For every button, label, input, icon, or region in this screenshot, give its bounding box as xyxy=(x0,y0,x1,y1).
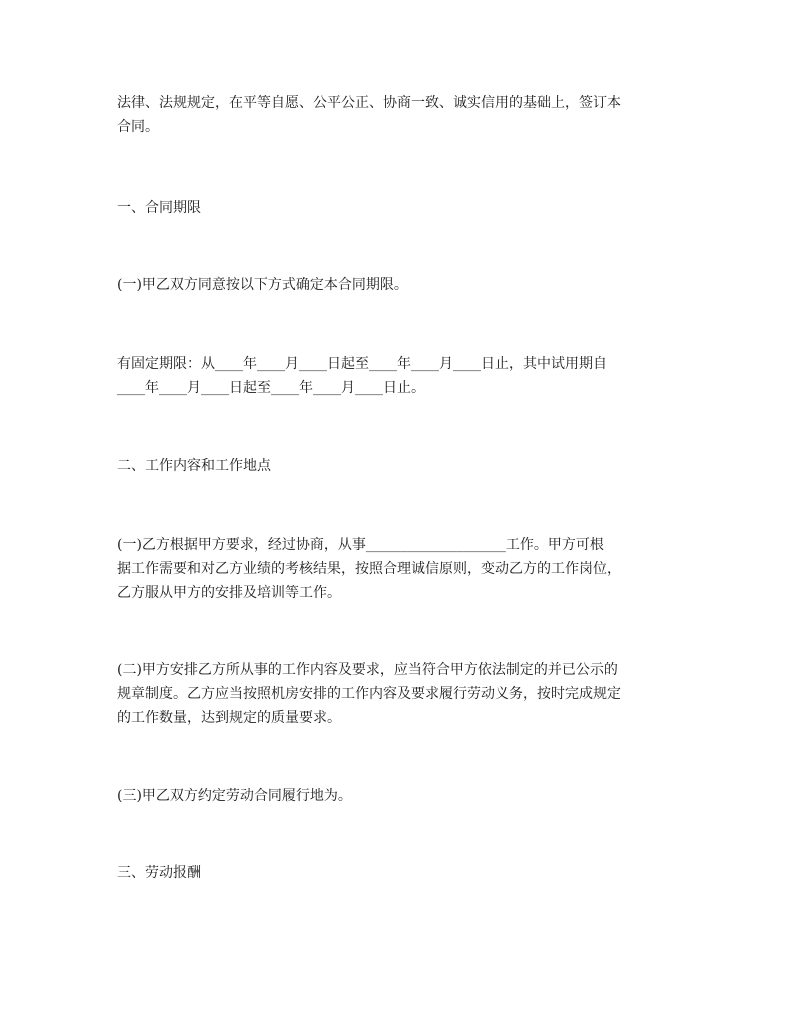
fixed-term-line-1: 有固定期限：从____年____月____日起至____年____月____日止，其中试用期自 xyxy=(117,356,607,372)
intro-paragraph xyxy=(117,91,683,139)
section-2-clause-2-line-2: 规章制度。乙方应当按照机房安排的工作内容及要求履行劳动义务，按时完成规定 xyxy=(117,686,621,702)
fixed-term-line-2: ____年____月____日起至____年____月____日止。 xyxy=(117,380,425,396)
section-3-heading: 三、劳动报酬 xyxy=(117,865,201,881)
section-1-clause-1 xyxy=(117,273,683,297)
section-1-clause-1-text: (一)甲乙双方同意按以下方式确定本合同期限。 xyxy=(117,277,408,293)
section-2-clause-1 xyxy=(117,533,683,605)
fixed-term-paragraph xyxy=(117,352,683,400)
section-2-clause-2-line-1: (二)甲方安排乙方所从事的工作内容及要求，应当符合甲方依法制定的并已公示的 xyxy=(117,662,618,678)
section-2-clause-1-line-3: 乙方服从甲方的安排及培训等工作。 xyxy=(117,585,341,601)
section-1-heading: 一、合同期限 xyxy=(117,200,201,216)
section-2-clause-2 xyxy=(117,658,683,730)
section-2-heading: 二、工作内容和工作地点 xyxy=(117,458,271,474)
section-2-clause-3 xyxy=(117,784,683,808)
section-2-clause-2-line-3: 的工作数量，达到规定的质量要求。 xyxy=(117,710,341,726)
intro-line-1: 法律、法规规定，在平等自愿、公平公正、协商一致、诚实信用的基础上，签订本 xyxy=(117,95,621,111)
section-2-clause-1-line-2: 据工作需要和对乙方业绩的考核结果，按照合理诚信原则，变动乙方的工作岗位， xyxy=(117,561,621,577)
intro-line-2: 合同。 xyxy=(117,119,159,135)
section-2-clause-3-text: (三)甲乙双方约定劳动合同履行地为。 xyxy=(117,788,352,804)
section-2-clause-1-line-1: (一)乙方根据甲方要求，经过协商，从事____________________工作。甲方可根 xyxy=(117,537,604,553)
